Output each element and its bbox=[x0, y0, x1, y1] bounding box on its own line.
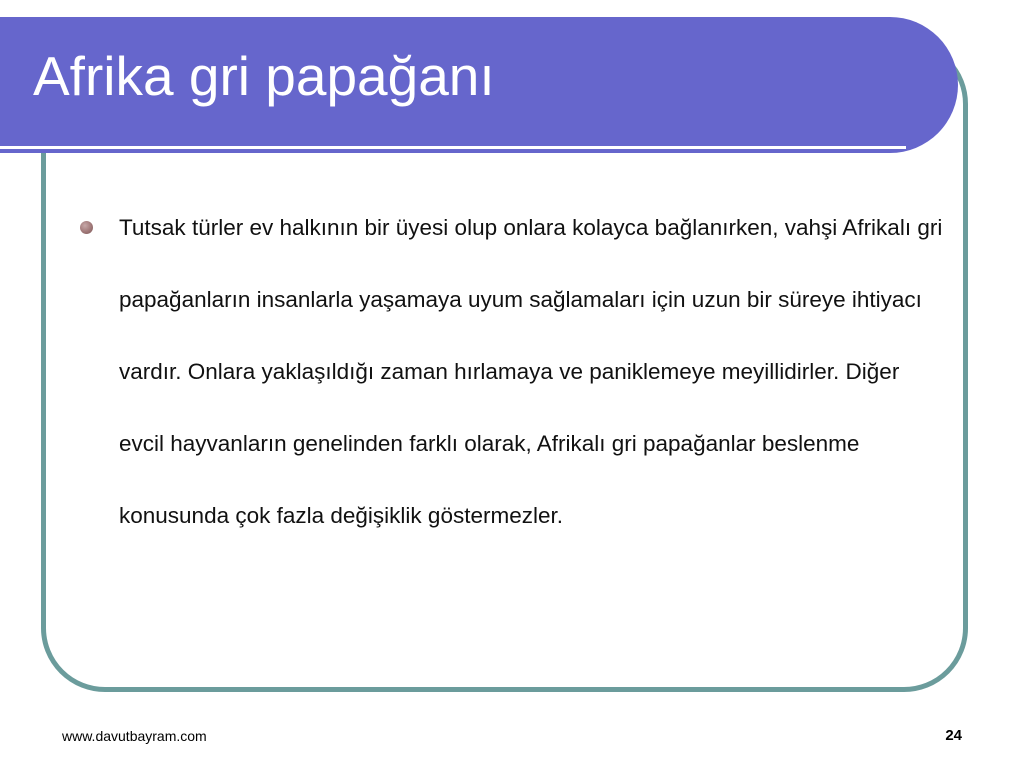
page-number: 24 bbox=[945, 727, 962, 744]
slide-title: Afrika gri papağanı bbox=[33, 45, 495, 107]
bullet-text: Tutsak türler ev halkının bir üyesi olup onlara kolayca bağlanırken, vahşi Afrikalı gri papağanların insanlarla yaşamaya uyum sağlamaları için uzun bir süreye ihtiyacı vardır. Onlara yaklaşıldığı zaman hırlamaya ve paniklemeye meyillidirler. Diğer evcil hayvanların genelinden farklı olarak, Afrikalı gri papağanlar beslenme konusunda çok fazla değişiklik göstermezler. bbox=[119, 215, 943, 528]
title-underline bbox=[0, 146, 906, 149]
bullet-icon bbox=[80, 221, 93, 234]
footer-url: www.davutbayram.com bbox=[62, 728, 207, 744]
